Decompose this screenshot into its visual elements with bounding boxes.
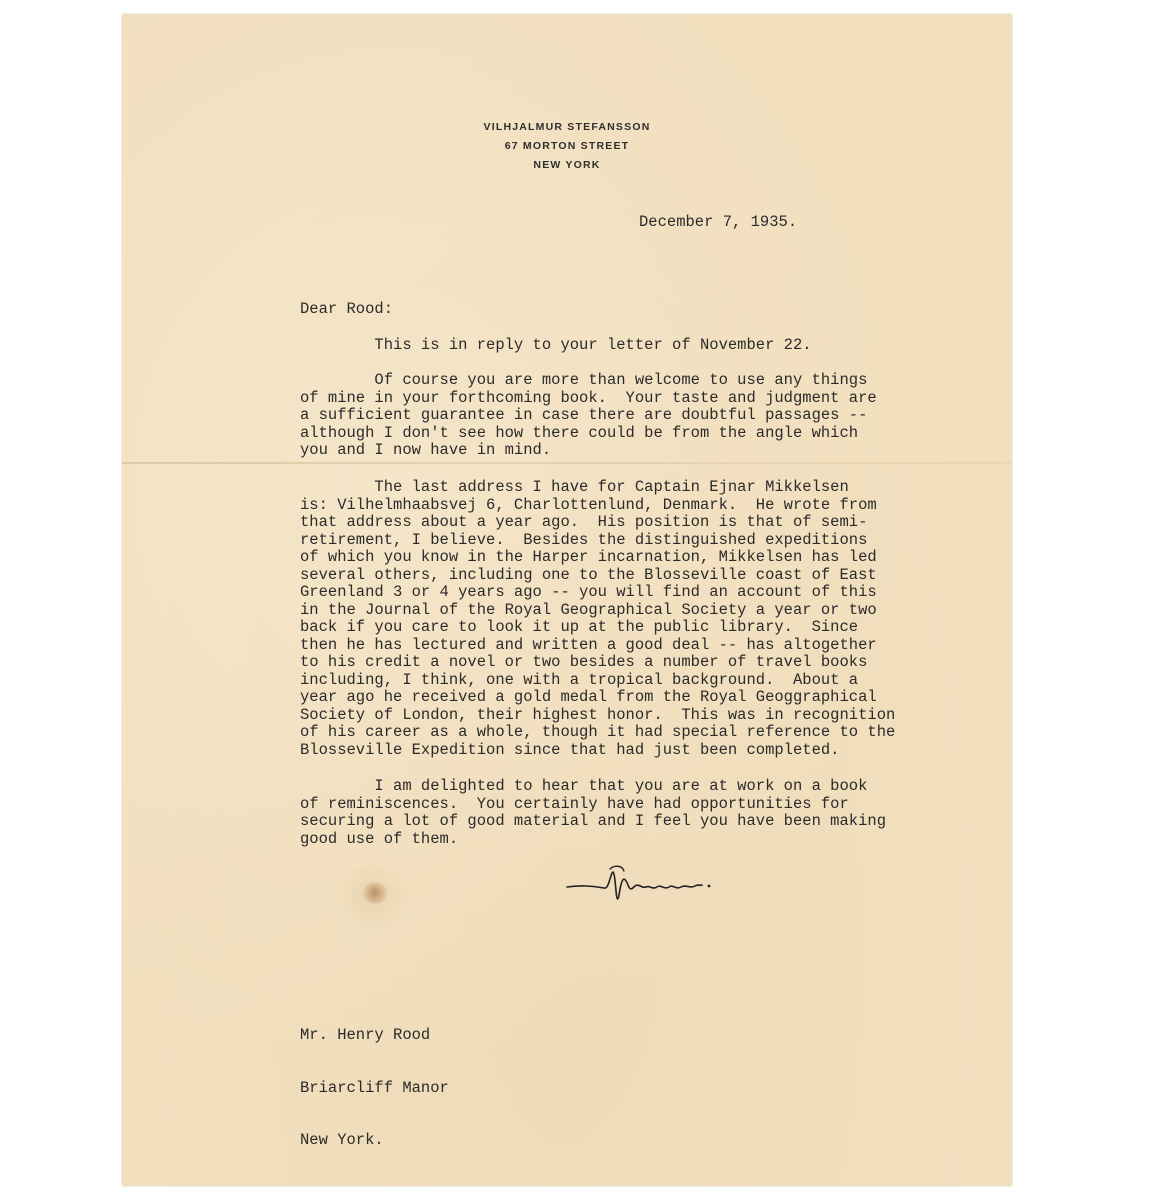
- text-line: Blosseville Expedition since that had just been completed.: [300, 740, 840, 759]
- text-line: you and I now have in mind.: [300, 441, 552, 459]
- letterhead-city: NEW YORK: [533, 159, 601, 171]
- letterhead-name: VILHJALMUR STEFANSSON: [483, 121, 651, 133]
- paragraph-4: [300, 778, 886, 848]
- text-line: including, I think, one with a tropical background. About a: [300, 670, 859, 689]
- paper-stain: [362, 882, 388, 904]
- recipient-address: [300, 992, 449, 1185]
- paper-fold: [122, 462, 1012, 464]
- text-line: in the Journal of the Royal Geographical Society a year or two: [300, 600, 877, 619]
- text-line: a sufficient guarantee in case there are doubtful passages --: [300, 406, 868, 424]
- text-line: Of course you are more than welcome to use any things: [300, 371, 868, 389]
- text-line: of which you know in the Harper incarnation, Mikkelsen has led: [300, 548, 877, 566]
- text-line: The last address I have for Captain Ejnar Mikkelsen: [300, 478, 849, 496]
- letterhead-street: 67 MORTON STREET: [504, 140, 630, 152]
- salutation: Dear Rood:: [300, 300, 394, 318]
- recipient-line: Briarcliff Manor: [300, 1078, 449, 1097]
- signature-graphic: [562, 859, 737, 909]
- text-line: that address about a year ago. His position is that of semi-: [300, 513, 868, 531]
- recipient-line: New York.: [300, 1131, 384, 1149]
- paragraph-2: [300, 372, 877, 460]
- text-line: This is in reply to your letter of November 22.: [300, 336, 812, 354]
- text-line: good use of them.: [300, 829, 459, 848]
- text-line: of reminiscences. You certainly have had opportunities for: [300, 794, 849, 813]
- text-line: retirement, I believe. Besides the distinguished expeditions: [300, 530, 868, 549]
- text-line: of mine in your forthcoming book. Your taste and judgment are: [300, 388, 877, 407]
- text-line: Society of London, their highest honor. This was in recognition: [300, 705, 896, 724]
- paragraph-3: [300, 479, 895, 759]
- paragraph-1: [300, 337, 812, 355]
- text-line: back if you care to look it up at the public library. Since: [300, 618, 859, 636]
- text-line: several others, including one to the Blosseville coast of East: [300, 565, 877, 584]
- text-line: I am delighted to hear that you are at work on a book: [300, 777, 868, 795]
- text-line: then he has lectured and written a good deal -- has altogether: [300, 635, 877, 654]
- text-line: of his career as a whole, though it had special reference to the: [300, 723, 896, 741]
- recipient-line: Mr. Henry Rood: [300, 1026, 431, 1044]
- text-line: is: Vilhelmhaabsvej 6, Charlottenlund, Denmark. He wrote from: [300, 495, 877, 514]
- text-line: Greenland 3 or 4 years ago -- you will find an account of this: [300, 583, 877, 601]
- text-line: year ago he received a gold medal from the Royal Geoggraphical: [300, 688, 877, 706]
- letter-page: [122, 14, 1012, 1186]
- text-line: securing a lot of good material and I feel you have been making: [300, 812, 886, 830]
- text-line: to his credit a novel or two besides a number of travel books: [300, 653, 868, 671]
- text-line: although I don't see how there could be from the angle which: [300, 423, 859, 442]
- letter-date: December 7, 1935.: [639, 213, 798, 231]
